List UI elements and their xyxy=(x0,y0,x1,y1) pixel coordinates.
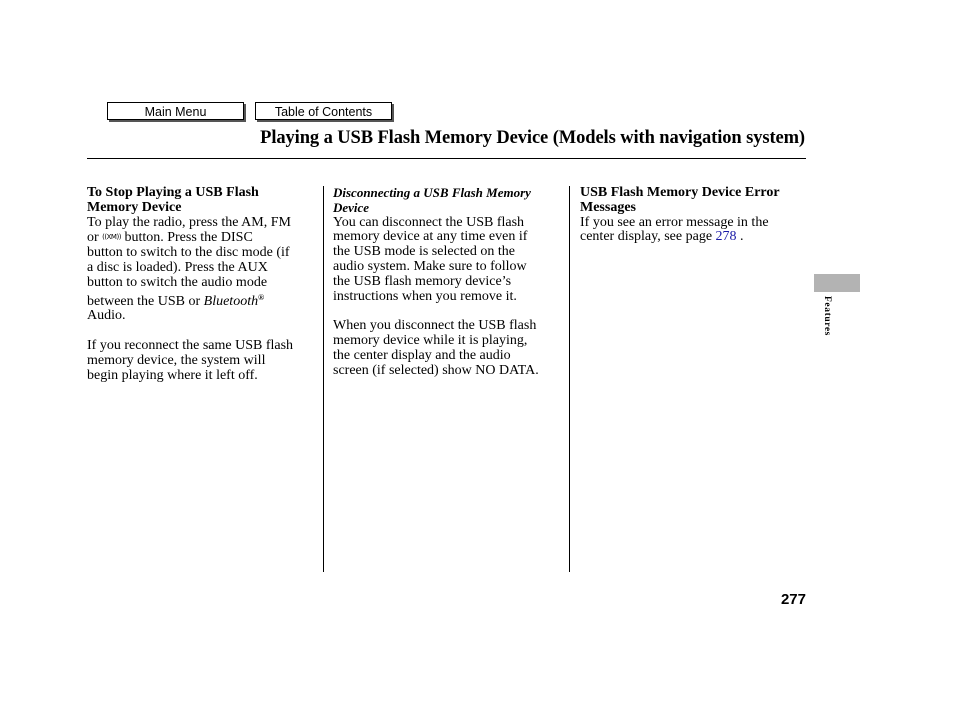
text-line: To play the radio, press the AM, FM xyxy=(87,214,291,230)
text-line: the USB mode is selected on the xyxy=(333,244,515,260)
page-title: Playing a USB Flash Memory Device (Models with navigation system) xyxy=(260,128,805,148)
heading-line: Disconnecting a USB Flash Memory xyxy=(333,185,531,200)
paragraph-reconnect xyxy=(87,339,319,383)
page-number: 277 xyxy=(780,591,806,608)
text-line: button to switch the audio mode xyxy=(87,274,268,290)
text-line: begin playing where it left off. xyxy=(87,367,258,383)
registered-mark: ® xyxy=(258,292,265,302)
heading-line: USB Flash Memory Device Error xyxy=(580,185,780,200)
text-line: Audio. xyxy=(87,308,126,324)
section-heading-disconnecting xyxy=(333,186,561,216)
text-line: If you reconnect the same USB flash xyxy=(87,337,294,353)
text-line: button to switch to the disc mode (if xyxy=(87,245,290,261)
text-line: button. Press the DISC xyxy=(124,230,253,246)
text-line: You can disconnect the USB flash xyxy=(333,214,525,230)
text-line: screen (if selected) show NO DATA. xyxy=(333,362,539,378)
paragraph-stop-playing xyxy=(87,216,319,325)
table-of-contents-button[interactable]: Table of Contents xyxy=(255,102,392,120)
main-menu-button[interactable]: Main Menu xyxy=(107,102,244,120)
paragraph-no-data xyxy=(333,319,561,378)
text-line: audio system. Make sure to follow xyxy=(333,258,527,274)
column-divider-1 xyxy=(323,186,324,572)
text-line: If you see an error message in the xyxy=(580,214,769,230)
heading-line: Messages xyxy=(580,199,636,215)
section-heading-error-messages xyxy=(580,186,806,216)
paragraph-disconnect-any-time xyxy=(333,216,561,305)
text-line: the USB flash memory device’s xyxy=(333,273,512,289)
column-stop-playing xyxy=(87,186,319,383)
text-line: memory device at any time even if xyxy=(333,229,528,245)
text-line: When you disconnect the USB flash xyxy=(333,318,537,334)
xm-radio-icon: ((XM)) xyxy=(102,233,121,242)
paragraph-error-messages xyxy=(580,216,806,246)
title-divider xyxy=(87,158,806,159)
text-line: a disc is loaded). Press the AUX xyxy=(87,259,268,275)
column-error-messages xyxy=(580,186,806,245)
text-line: . xyxy=(740,229,744,245)
bluetooth-brand: Bluetooth xyxy=(203,293,259,309)
heading-line: To Stop Playing a USB Flash xyxy=(87,185,259,200)
text-line: memory device, the system will xyxy=(87,352,266,368)
features-section-label: Features xyxy=(822,296,832,336)
features-section-tab[interactable] xyxy=(814,274,860,292)
column-divider-2 xyxy=(569,186,570,572)
section-heading-stop-playing xyxy=(87,186,319,216)
text-line: center display, see page xyxy=(580,229,713,245)
text-line: instructions when you remove it. xyxy=(333,288,517,304)
heading-line: Memory Device xyxy=(87,199,182,215)
text-line: between the USB or xyxy=(87,293,201,309)
page-278-link[interactable]: 278 xyxy=(715,229,737,245)
heading-line: Device xyxy=(333,199,370,215)
text-line: the center display and the audio xyxy=(333,347,511,363)
text-line: memory device while it is playing, xyxy=(333,332,528,348)
text-line: or xyxy=(87,230,99,246)
column-disconnecting xyxy=(333,186,561,378)
